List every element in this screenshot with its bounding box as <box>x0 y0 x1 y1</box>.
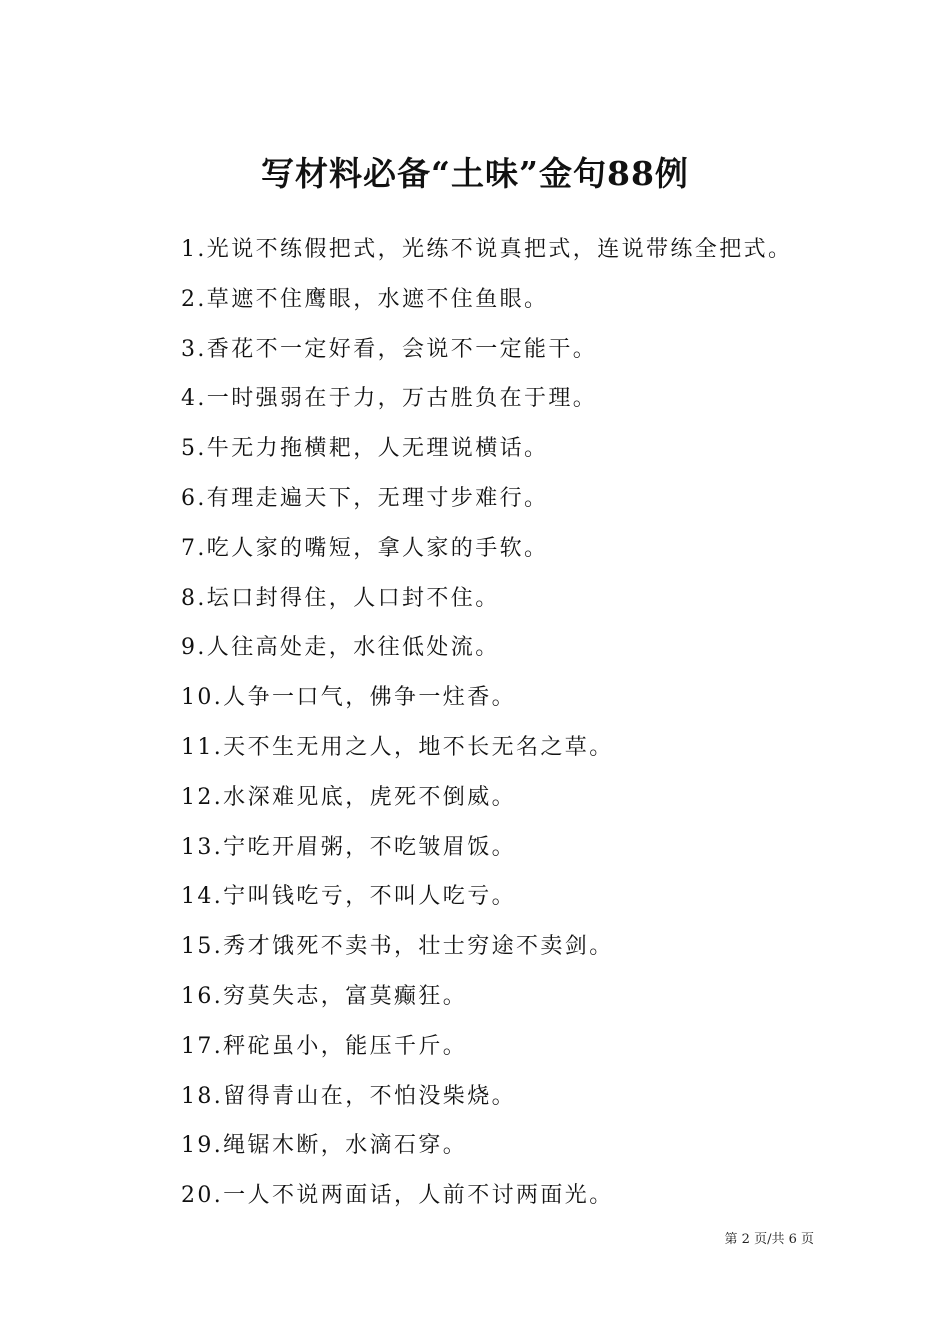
list-item: 18.留得青山在，不怕没柴烧。 <box>181 1083 516 1109</box>
list-item: 2.草遮不住鹰眼，水遮不住鱼眼。 <box>181 286 549 312</box>
list-item: 15.秀才饿死不卖书，壮士穷途不卖剑。 <box>181 934 614 960</box>
list-item: 17.秤砣虽小，能压千斤。 <box>181 1033 468 1059</box>
proverb-list <box>181 232 792 1228</box>
list-item: 1.光说不练假把式，光练不说真把式，连说带练全把式。 <box>181 237 793 262</box>
list-item: 9.人往高处走，水往低处流。 <box>181 635 500 661</box>
page-number: 第 2 页/共 6 页 <box>724 1232 814 1247</box>
list-item: 7.吃人家的嘴短，拿人家的手软。 <box>181 535 549 561</box>
list-item: 20.一人不说两面话，人前不讨两面光。 <box>181 1183 614 1209</box>
list-item: 8.坛口封得住，人口封不住。 <box>181 585 500 611</box>
list-item: 13.宁吃开眉粥，不吃皱眉饭。 <box>181 834 516 860</box>
list-item: 12.水深难见底，虎死不倒威。 <box>181 784 516 810</box>
list-item: 16.穷莫失志，富莫癫狂。 <box>181 983 468 1009</box>
list-item: 19.绳锯木断，水滴石穿。 <box>181 1133 468 1159</box>
list-item: 14.宁叫钱吃亏，不叫人吃亏。 <box>181 884 516 910</box>
list-item: 5.牛无力拖横耙，人无理说横话。 <box>181 436 549 462</box>
list-item: 11.天不生无用之人，地不长无名之草。 <box>181 734 614 760</box>
list-item: 4.一时强弱在于力，万古胜负在于理。 <box>181 386 598 412</box>
document-title: 写材料必备“土味”金句88例 <box>261 154 689 193</box>
list-item: 6.有理走遍天下，无理寸步难行。 <box>181 485 549 511</box>
list-item: 3.香花不一定好看，会说不一定能干。 <box>181 336 598 362</box>
list-item: 10.人争一口气，佛争一炷香。 <box>181 685 516 711</box>
